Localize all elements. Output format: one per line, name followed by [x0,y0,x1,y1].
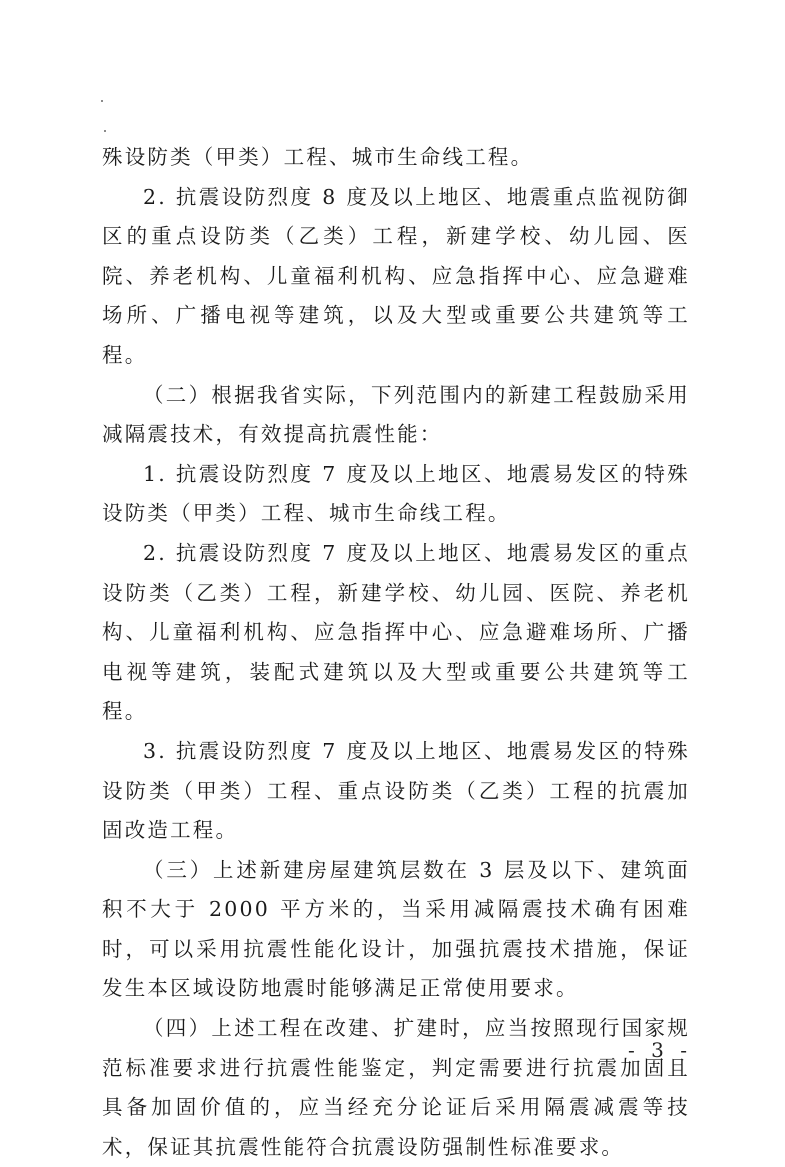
paragraph-section-2: （二）根据我省实际，下列范围内的新建工程鼓励采用减隔震技术，有效提高抗震性能： [102,382,690,447]
scan-speck [101,100,103,102]
paragraph-item-3-seismic-7: 3. 抗震设防烈度 7 度及以上地区、地震易发区的特殊设防类（甲类）工程、重点设防类（乙类）工程的抗震加固改造工程。 [102,738,690,843]
document-body [102,138,690,1167]
paragraph-item-2-seismic-7: 2. 抗震设防烈度 7 度及以上地区、地震易发区的重点设防类（乙类）工程，新建学校、幼儿园、医院、养老机构、儿童福利机构、应急指挥中心、应急避难场所、广播电视等建筑，装配式建筑以及大型或重要公共建筑等工程。 [102,540,690,724]
page-number: - 3 - [628,1038,692,1062]
paragraph-section-4: （四）上述工程在改建、扩建时，应当按照现行国家规范标准要求进行抗震性能鉴定，判定需要进行抗震加固且具备加固价值的，应当经充分论证后采用隔震减震等技术，保证其抗震性能符合抗震设防强制性标准要求。 [102,1016,690,1159]
paragraph-item-2-seismic-8: 2. 抗震设防烈度 8 度及以上地区、地震重点监视防御区的重点设防类（乙类）工程，新建学校、幼儿园、医院、养老机构、儿童福利机构、应急指挥中心、应急避难场所、广播电视等建筑，以及大型或重要公共建筑等工程。 [102,184,690,367]
scan-speck [104,130,106,132]
paragraph-section-3: （三）上述新建房屋建筑层数在 3 层及以下、建筑面积不大于 2000 平方米的，当采用减隔震技术确有困难时，可以采用抗震性能化设计，加强抗震技术措施，保证发生本区域设防地震时能够满足正常使用要求。 [102,857,690,1001]
paragraph-item-1-seismic-7: 1. 抗震设防烈度 7 度及以上地区、地震易发区的特殊设防类（甲类）工程、城市生命线工程。 [102,461,690,526]
paragraph-continuation: 殊设防类（甲类）工程、城市生命线工程。 [102,145,534,169]
